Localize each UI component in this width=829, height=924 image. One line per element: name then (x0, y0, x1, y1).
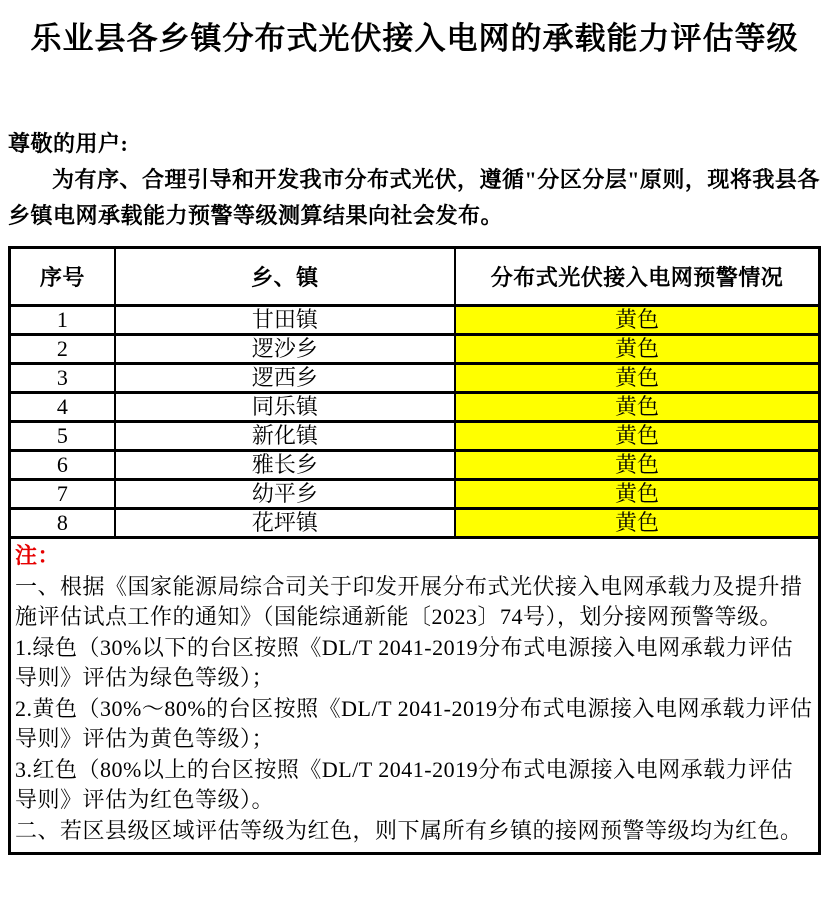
notes-row (10, 538, 820, 854)
table-header-row (10, 248, 820, 306)
row-status-badge: 黄色 (455, 364, 820, 393)
table-row (10, 509, 820, 538)
row-town: 新化镇 (115, 422, 455, 451)
note-item: 3.红色（80%以上的台区按照《DL/T 2041-2019分布式电源接入电网承载力评估导则》评估为红色等级）。 (15, 756, 794, 812)
row-index: 5 (10, 422, 115, 451)
page-title: 乐业县各乡镇分布式光伏接入电网的承载能力评估等级 (30, 21, 799, 56)
row-town: 逻沙乡 (115, 335, 455, 364)
row-status-badge: 黄色 (455, 393, 820, 422)
greeting-line: 尊敬的用户: (8, 131, 129, 156)
row-index: 4 (10, 393, 115, 422)
note-item: 二、若区县级区域评估等级为红色，则下属所有乡镇的接网预警等级均为红色。 (15, 817, 803, 843)
row-index: 6 (10, 451, 115, 480)
table-row (10, 393, 820, 422)
row-town: 逻西乡 (115, 364, 455, 393)
row-status-badge: 黄色 (455, 480, 820, 509)
notes-cell (10, 538, 820, 854)
header-warning-status: 分布式光伏接入电网预警情况 (455, 248, 820, 306)
row-index: 3 (10, 364, 115, 393)
row-status-badge: 黄色 (455, 306, 820, 335)
greeting-block (8, 126, 821, 234)
row-index: 1 (10, 306, 115, 335)
row-status-badge: 黄色 (455, 335, 820, 364)
note-item: 1.绿色（30%以下的台区按照《DL/T 2041-2019分布式电源接入电网承载力评估导则》评估为绿色等级）； (15, 634, 794, 690)
row-index: 7 (10, 480, 115, 509)
row-status-badge: 黄色 (455, 509, 820, 538)
row-status-badge: 黄色 (455, 422, 820, 451)
table-row (10, 480, 820, 509)
table-row (10, 335, 820, 364)
table-row (10, 451, 820, 480)
intro-paragraph: 为有序、合理引导和开发我市分布式光伏，遵循"分区分层"原则，现将我县各乡镇电网承载能力预警等级测算结果向社会发布。 (8, 167, 820, 228)
table-row (10, 306, 820, 335)
notes-label: 注： (15, 543, 61, 568)
row-town: 花坪镇 (115, 509, 455, 538)
table-row (10, 364, 820, 393)
rating-table (8, 246, 821, 855)
header-town: 乡、镇 (115, 248, 455, 306)
row-town: 甘田镇 (115, 306, 455, 335)
table-row (10, 422, 820, 451)
note-item: 2.黄色（30%～80%的台区按照《DL/T 2041-2019分布式电源接入电网承载力评估导则》评估为黄色等级）； (15, 695, 813, 751)
header-index: 序号 (10, 248, 115, 306)
row-index: 2 (10, 335, 115, 364)
row-town: 雅长乡 (115, 451, 455, 480)
row-index: 8 (10, 509, 115, 538)
note-item: 一、根据《国家能源局综合司关于印发开展分布式光伏接入电网承载力及提升措施评估试点工作的通知》（国能综通新能〔2023〕74号），划分接网预警等级。 (15, 573, 803, 629)
row-town: 幼平乡 (115, 480, 455, 509)
row-status-badge: 黄色 (455, 451, 820, 480)
row-town: 同乐镇 (115, 393, 455, 422)
